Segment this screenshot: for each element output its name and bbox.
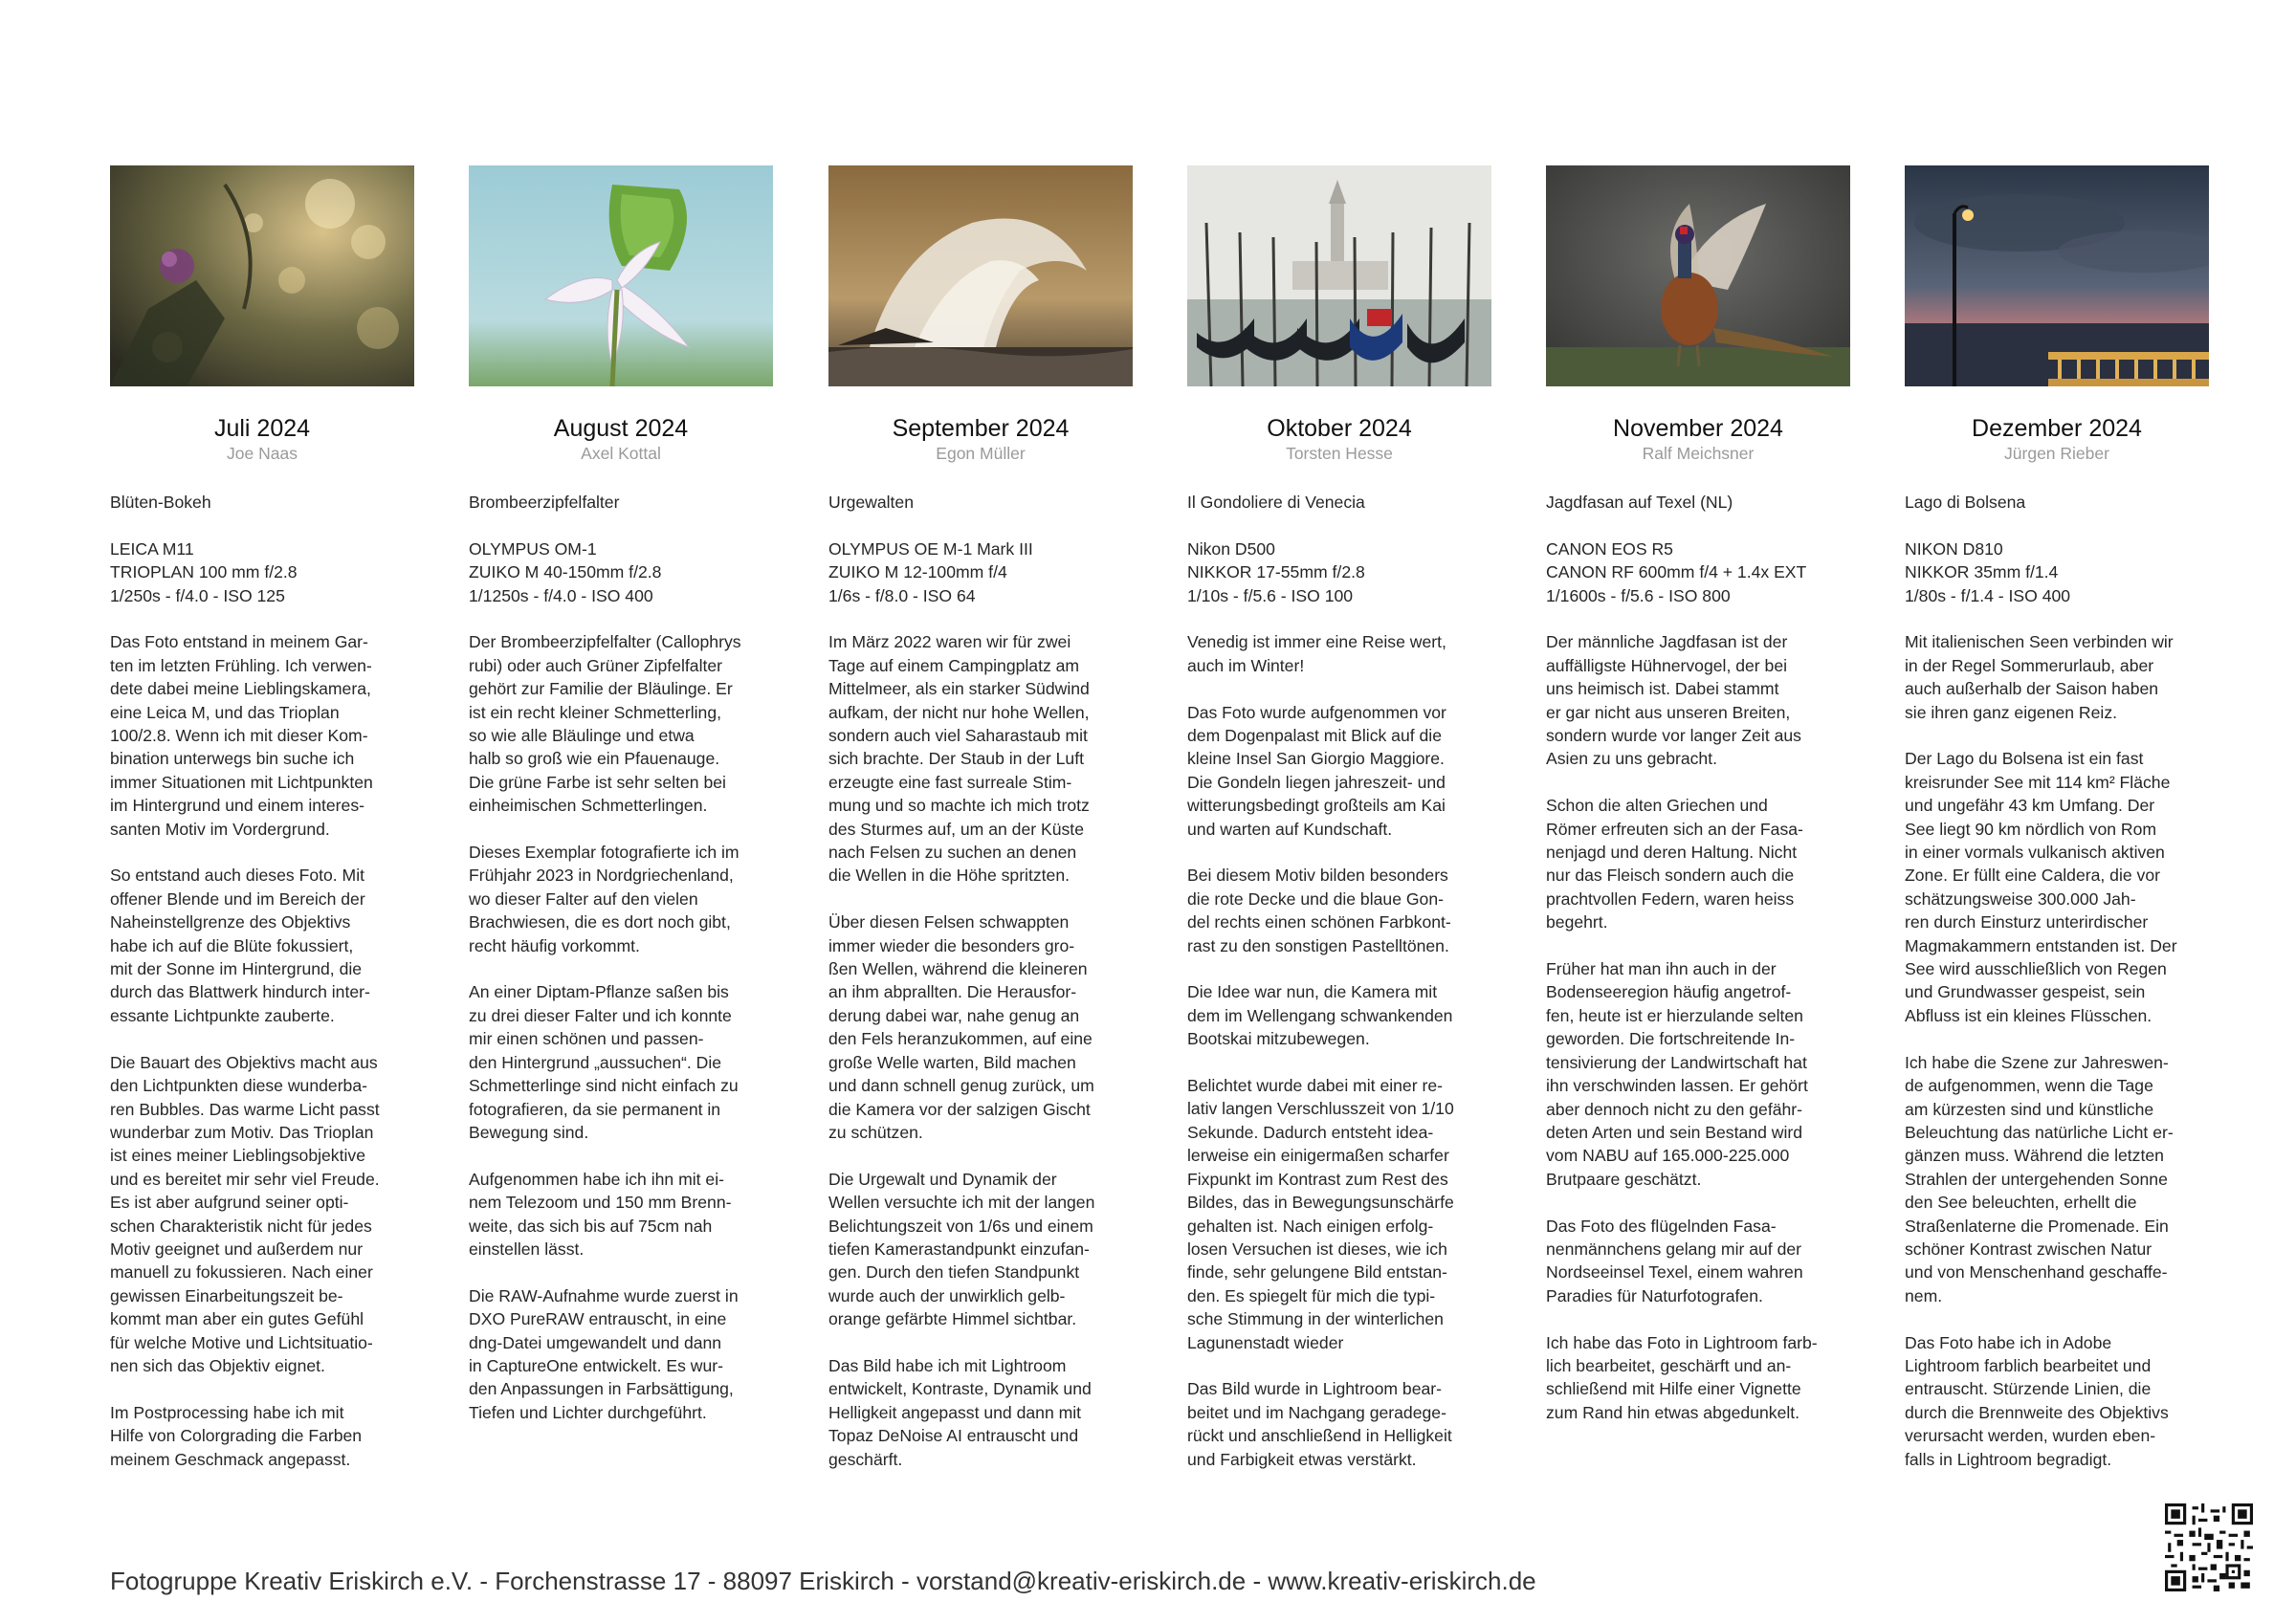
photo-title: Jagdfasan auf Texel (NL)	[1546, 493, 1733, 512]
photo-title: Urgewalten	[828, 493, 914, 512]
month-title: Juli 2024	[213, 415, 311, 442]
photo-bluten-bokeh	[110, 165, 414, 386]
camera-settings: CANON EOS R5 CANON RF 600mm f/4 + 1.4x EXT 1/1600s - f/5.6 - ISO 800	[1546, 538, 1807, 605]
month-title: Oktober 2024	[1267, 415, 1412, 442]
description-paragraph: Venedig ist immer eine Reise wert, auch im Winter!	[1187, 632, 1446, 675]
description-paragraph: Früher hat man ihn auch in der Bodenseeregion häufig angetrof- fen, heute ist er hierzulande selten geworden. Die fortschreitende In- tensivierung der Landwirtschaft hat ihn verschwinden lassen. Er gehört aber dennoch nicht zu den gefähr- deten Arten und sein Bestand wird vom NABU auf 165.000-225.000 Brutpaare geschätzt.	[1546, 959, 1808, 1189]
month-title: Dezember 2024	[1972, 415, 2142, 442]
description-paragraph: Mit italienischen Seen verbinden wir in der Regel Sommerurlaub, aber auch außerhalb der Saison haben sie ihren ganz eigenen Reiz.	[1905, 632, 2174, 722]
description-paragraph: Ich habe die Szene zur Jahreswen- de aufgenommen, wenn die Tage am kürzesten sind und künstliche Beleuchtung das natürliche Licht er- gänzen muss. Während die letzten Strahlen der untergehenden Sonne den See beleuchten, erhellt die Straßenlaterne die Promenade. Ein schöner Kontrast zwischen Natur und von Menschenhand geschaffe- nem.	[1905, 1052, 2174, 1305]
photo-description	[110, 491, 414, 1471]
photo-title: Brombeerzipfelfalter	[469, 493, 620, 512]
photo-il-gondoliere-di-venecia	[1187, 165, 1491, 386]
camera-settings: LEICA M11 TRIOPLAN 100 mm f/2.8 1/250s - f/4.0 - ISO 125	[110, 538, 298, 605]
description-paragraph: Schon die alten Griechen und Römer erfreuten sich an der Fasa- nenjagd und deren Haltung. Nicht nur das Fleisch sondern auch die prachtvollen Federn, waren heiss begehrt.	[1546, 796, 1803, 932]
photographer-name: Ralf Meichsner	[1642, 444, 1755, 463]
description-paragraph: Dieses Exemplar fotografierte ich im Frühjahr 2023 in Nordgriechenland, wo dieser Falter auf den vielen Brachwiesen, die es dort noch gibt, recht häufig vorkommt.	[469, 843, 740, 955]
photo-title: Lago di Bolsena	[1905, 493, 2026, 512]
description-paragraph: Das Bild habe ich mit Lightroom entwickelt, Kontraste, Dynamik und Helligkeit angepasst und dann mit Topaz DeNoise AI entrauscht und geschärft.	[828, 1355, 1092, 1469]
description-paragraph: Das Foto des flügelnden Fasa- nenmännchens gelang mir auf der Nordseeinsel Texel, einem wahren Paradies für Naturfotografen.	[1546, 1216, 1803, 1305]
footer-contact: Fotogruppe Kreativ Eriskirch e.V. - Forchenstrasse 17 - 88097 Eriskirch - vorstand@kreativ-eriskirch.de - www.kreativ-eriskirch.de	[110, 1567, 1536, 1595]
description-paragraph: Im März 2022 waren wir für zwei Tage auf einem Campingplatz am Mittelmeer, als ein starker Südwind aufkam, der nicht nur hohe Wellen, sondern auch viel Saharastaub mit sich brachte. Der Staub in der Luft erzeugte eine fast surreale Stim- mung und so machte ich mich trotz des Sturmes auf, um an der Küste nach Felsen zu suchen an denen die Wellen in die Höhe spritzten.	[828, 632, 1090, 886]
month-title: August 2024	[553, 415, 689, 442]
description-paragraph: Die RAW-Aufnahme wurde zuerst in DXO PureRAW entrauscht, in eine dng-Datei umgewandelt und dann in CaptureOne entwickelt. Es wur- den Anpassungen in Farbsättigung, Tiefen und Lichter durchgeführt.	[469, 1285, 739, 1422]
description-paragraph: So entstand auch dieses Foto. Mit offener Blende und im Bereich der Naheinstellgrenze des Objektivs habe ich auf die Blüte fokussiert, mit der Sonne im Hintergrund, die durch das Blattwerk hindurch inter- essante Lichtpunkte zauberte.	[110, 866, 370, 1025]
description-paragraph: Die Urgewalt und Dynamik der Wellen versuchte ich mit der langen Belichtungszeit von 1/6s und einem tiefen Kamerastandpunkt einzufan- gen. Durch den tiefen Standpunkt wurde auch der unwirklich gelb- orange gefärbte Himmel sichtbar.	[828, 1169, 1095, 1329]
description-paragraph: Über diesen Felsen schwappten immer wieder die besonders gro- ßen Wellen, während die kleineren an ihm abprallten. Die Herausfor- derung dabei war, nahe genug an den Fels heranzukommen, auf eine große Welle warten, Bild machen und dann schnell genug zurück, um die Kamera vor der salzigen Gischt zu schützen.	[828, 912, 1094, 1142]
photo-jagdfasan-auf-texel	[1546, 165, 1850, 386]
month-column-august	[469, 165, 773, 1424]
photo-urgewalten	[828, 165, 1133, 386]
qr-code-icon	[2165, 1503, 2253, 1591]
photo-description	[469, 491, 773, 1424]
photo-description	[1546, 491, 1850, 1424]
photo-brombeerzipfelfalter	[469, 165, 773, 386]
description-paragraph: Das Foto entstand in meinem Gar- ten im letzten Frühling. Ich verwen- dete dabei meine Lieblingskamera, eine Leica M, und das Trioplan 100/2.8. Wenn ich mit dieser Kom- bination unterwegs bin suche ich immer Situationen mit Lichtpunkten im Hintergrund und einem interes- santen Motiv im Vordergrund.	[110, 632, 373, 839]
photo-title: Blüten-Bokeh	[110, 493, 211, 512]
photo-title: Il Gondoliere di Venecia	[1187, 493, 1365, 512]
description-paragraph: Die Idee war nun, die Kamera mit dem im Wellengang schwankenden Bootskai mitzubewegen.	[1187, 982, 1453, 1049]
camera-settings: OLYMPUS OM-1 ZUIKO M 40-150mm f/2.8 1/1250s - f/4.0 - ISO 400	[469, 538, 662, 605]
description-paragraph: Belichtet wurde dabei mit einer re- lativ langen Verschlusszeit von 1/10 Sekunde. Dadurch entsteht idea- lerweise ein einigermaßen scharfer Fixpunkt im Kontrast zum Rest des Bildes, das in Bewegungsunschärfe gehalten ist. Nach einigen erfolg- losen Versuchen ist dieses, wie ich finde, sehr gelungene Bild entstan- den. Es spiegelt für mich die typi- sche Stimmung in der winterlichen Lagunenstadt wieder	[1187, 1076, 1454, 1352]
description-paragraph: Im Postprocessing habe ich mit Hilfe von Colorgrading die Farben meinem Geschmack angepasst.	[110, 1402, 363, 1469]
month-title: November 2024	[1613, 415, 1783, 442]
description-paragraph: Ich habe das Foto in Lightroom farb- lich bearbeitet, geschärft und an- schließend mit Hilfe einer Vignette zum Rand hin etwas abgedunkelt.	[1546, 1332, 1818, 1422]
camera-settings: Nikon D500 NIKKOR 17-55mm f/2.8 1/10s - f/5.6 - ISO 100	[1187, 538, 1365, 605]
month-column-september	[828, 165, 1133, 1471]
photo-description	[1187, 491, 1491, 1471]
description-paragraph: Das Foto wurde aufgenommen vor dem Dogenpalast mit Blick auf die kleine Insel San Giorgio Maggiore. Die Gondeln liegen jahreszeit- und witterungsbedingt großteils am Kai und warten auf Kundschaft.	[1187, 702, 1446, 839]
photographer-name: Axel Kottal	[581, 444, 661, 463]
month-column-oktober	[1187, 165, 1491, 1471]
description-paragraph: Die Bauart des Objektivs macht aus den Lichtpunkten diese wunderba- ren Bubbles. Das warme Licht passt wunderbar zum Motiv. Das Trioplan ist eines meiner Lieblingsobjektive und es bereitet mir sehr viel Freude. Es ist aber aufgrund seiner opti- schen Charakteristik nicht für jedes Motiv geeignet und außerdem nur manuell zu fokussieren. Nach einer gewissen Einarbeitungszeit be- kommt man aber ein gutes Gefühl für welche Motive und Lichtsituatio- nen sich das Objektiv eignet.	[110, 1052, 380, 1375]
camera-settings: OLYMPUS OE M-1 Mark III ZUIKO M 12-100mm f/4 1/6s - f/8.0 - ISO 64	[828, 538, 1033, 605]
photographer-name: Egon Müller	[936, 444, 1026, 463]
camera-settings: NIKON D810 NIKKOR 35mm f/1.4 1/80s - f/1.4 - ISO 400	[1905, 538, 2071, 605]
description-paragraph: Der Lago du Bolsena ist ein fast kreisrunder See mit 114 km² Fläche und ungefähr 43 km Umfang. Der See liegt 90 km nördlich von Rom in einer vormals vulkanisch aktiven Zone. Er füllt eine Caldera, die vor schätzungsweise 300.000 Jah- ren durch Einsturz unterirdischer Magmakammern entstanden ist. Der See wird ausschließlich von Regen und Grundwasser gespeist, sein Abfluss ist ein kleines Flüsschen.	[1905, 749, 2177, 1025]
photographer-name: Torsten Hesse	[1286, 444, 1393, 463]
month-column-november	[1546, 165, 1850, 1424]
description-paragraph: Aufgenommen habe ich ihn mit ei- nem Telezoom und 150 mm Brenn- weite, das sich bis auf 75cm nah einstellen lässt.	[469, 1169, 732, 1259]
photographer-name: Joe Naas	[227, 444, 298, 463]
photo-description	[1905, 491, 2209, 1471]
photo-lago-di-bolsena	[1905, 165, 2209, 386]
photographer-name: Jürgen Rieber	[2004, 444, 2109, 463]
month-column-dezember	[1905, 165, 2209, 1471]
photo-description	[828, 491, 1133, 1471]
description-paragraph: Das Foto habe ich in Adobe Lightroom farblich bearbeitet und entrauscht. Stürzende Linien, die durch die Brennweite des Objektivs verursacht werden, wurden eben- falls in Lightroom begradigt.	[1905, 1332, 2169, 1469]
description-paragraph: Der männliche Jagdfasan ist der auffälligste Hühnervogel, der bei uns heimisch ist. Dabei stammt er gar nicht aus unseren Breiten, sondern wurde vor langer Zeit aus Asien zu uns gebracht.	[1546, 632, 1801, 769]
description-paragraph: Bei diesem Motiv bilden besonders die rote Decke und die blaue Gon- del rechts einen schönen Farbkont- rast zu den sonstigen Pastelltönen.	[1187, 866, 1451, 955]
month-title: September 2024	[892, 415, 1070, 442]
description-paragraph: Der Brombeerzipfelfalter (Callophrys rubi) oder auch Grüner Zipfelfalter gehört zur Familie der Bläulinge. Er ist ein recht kleiner Schmetterling, so wie alle Bläulinge und etwa halb so groß wie ein Pfauenauge. Die grüne Farbe ist sehr selten bei einheimischen Schmetterlingen.	[469, 632, 741, 816]
month-column-juli	[110, 165, 414, 1471]
description-paragraph: An einer Diptam-Pflanze saßen bis zu drei dieser Falter und ich konnte mir einen schönen und passen- den Hintergrund „aussuchen“. Die Schmetterlinge sind nicht einfach zu fotografieren, da sie permanent in Bewegung sind.	[469, 982, 739, 1142]
description-paragraph: Das Bild wurde in Lightroom bear- beitet und im Nachgang geradege- rückt und anschließend in Helligkeit und Farbigkeit etwas verstärkt.	[1187, 1379, 1452, 1469]
